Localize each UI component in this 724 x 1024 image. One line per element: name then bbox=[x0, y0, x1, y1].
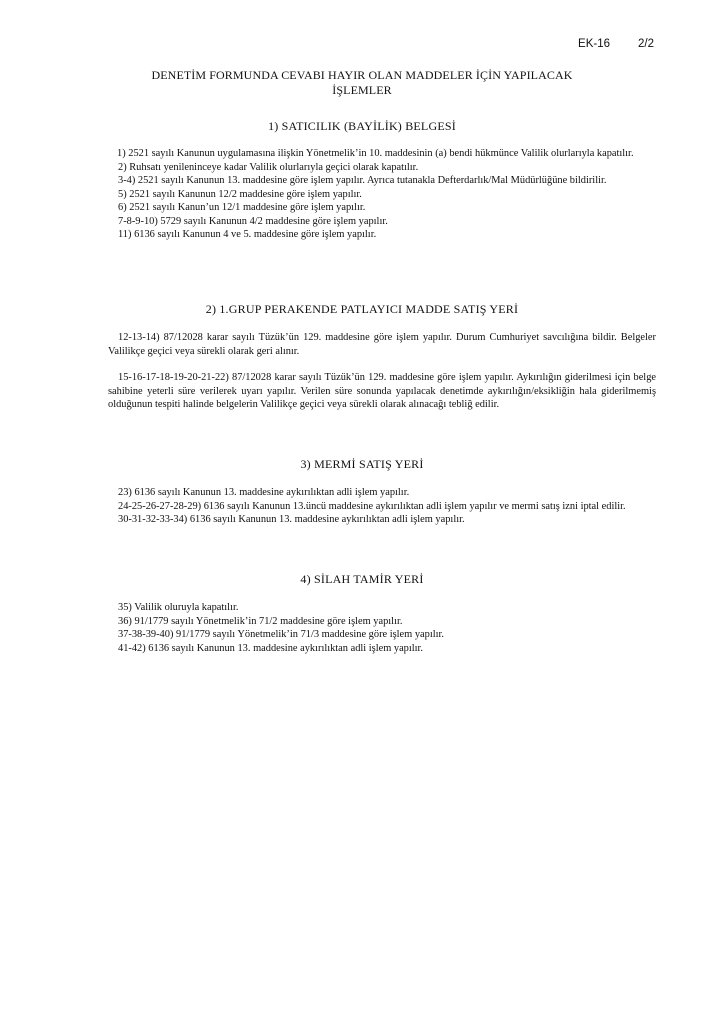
form-code: EK-16 bbox=[578, 38, 610, 50]
paragraph: 15-16-17-18-19-20-21-22) 87/12028 karar sayılı Tüzük’ün 129. maddesine göre işlem yapılır. Aykırılığın giderilmesi için belge sahibine yeterli süre verilerek uyarı yapılır. Verilen süre sonunda yapılacak denetimde aykırılığın/eksikliğin hala giderilmemiş olduğunun tespiti halinde belgelerin Valilikçe geçici veya sürekli olarak alınacağı tebliğ edilir. bbox=[108, 372, 656, 410]
section-body-3 bbox=[108, 486, 656, 527]
paragraph: 7-8-9-10) 5729 sayılı Kanunun 4/2 maddesine göre işlem yapılır. bbox=[118, 215, 388, 227]
page-number: 2/2 bbox=[638, 38, 654, 50]
paragraph: 2) Ruhsatı yenileninceye kadar Valilik olurlarıyla geçici olarak kapatılır. bbox=[118, 161, 419, 173]
section-heading-3: 3) MERMİ SATIŞ YERİ bbox=[300, 457, 424, 471]
paragraph: 3-4) 2521 sayılı Kanunun 13. maddesine göre işlem yapılır. Ayrıca tutanakla Defterdarlık/Mal Müdürlüğüne bildirilir. bbox=[118, 175, 607, 186]
paragraph: 23) 6136 sayılı Kanunun 13. maddesine aykırılıktan adli işlem yapılır. bbox=[118, 487, 410, 498]
paragraph: 1) 2521 sayılı Kanunun uygulamasına ilişkin Yönetmelik’in 10. maddesinin (a) bendi hükmünce Valilik olurlarıyla kapatılır. bbox=[117, 148, 634, 159]
paragraph: 6) 2521 sayılı Kanun’un 12/1 maddesine göre işlem yapılır. bbox=[118, 202, 366, 213]
paragraph: 11) 6136 sayılı Kanunun 4 ve 5. maddesine göre işlem yapılır. bbox=[118, 229, 377, 240]
paragraph: 37-38-39-40) 91/1779 sayılı Yönetmelik’in 71/3 maddesine göre işlem yapılır. bbox=[118, 629, 444, 640]
paragraph: 12-13-14) 87/12028 karar sayılı Tüzük’ün 129. maddesine göre işlem yapılır. Durum Cumhuriyet savcılığına bildir. Belgeler Valilikçe geçici veya sürekli olarak geri alınır. bbox=[108, 332, 656, 357]
section-body-2 bbox=[108, 331, 656, 412]
paragraph: 36) 91/1779 sayılı Yönetmelik’in 71/2 maddesine göre işlem yapılır. bbox=[118, 615, 403, 627]
paragraph: 5) 2521 sayılı Kanunun 12/2 maddesine göre işlem yapılır. bbox=[118, 188, 362, 200]
paragraph: 24-25-26-27-28-29) 6136 sayılı Kanunun 13.üncü maddesine aykırılıktan adli işlem yapılır ve mermi satış izni iptal edilir. bbox=[118, 500, 626, 512]
section-heading-2: 2) 1.GRUP PERAKENDE PATLAYICI MADDE SATIŞ YERİ bbox=[205, 302, 519, 316]
paragraph: 35) Valilik oluruyla kapatılır. bbox=[118, 602, 239, 613]
section-body-4 bbox=[108, 601, 656, 655]
section-heading-4: 4) SİLAH TAMİR YERİ bbox=[300, 572, 424, 586]
paragraph: 41-42) 6136 sayılı Kanunun 13. maddesine aykırılıktan adli işlem yapılır. bbox=[118, 642, 424, 654]
page-header bbox=[578, 38, 654, 50]
section-body-1 bbox=[108, 147, 656, 242]
paragraph: 30-31-32-33-34) 6136 sayılı Kanunun 13. maddesine aykırılıktan adli işlem yapılır. bbox=[118, 514, 465, 525]
section-heading-1: 1) SATICILIK (BAYİLİK) BELGESİ bbox=[268, 119, 456, 133]
document-title: DENETİM FORMUNDA CEVABI HAYIR OLAN MADDELER İÇİN YAPILACAK İŞLEMLER bbox=[151, 68, 573, 97]
